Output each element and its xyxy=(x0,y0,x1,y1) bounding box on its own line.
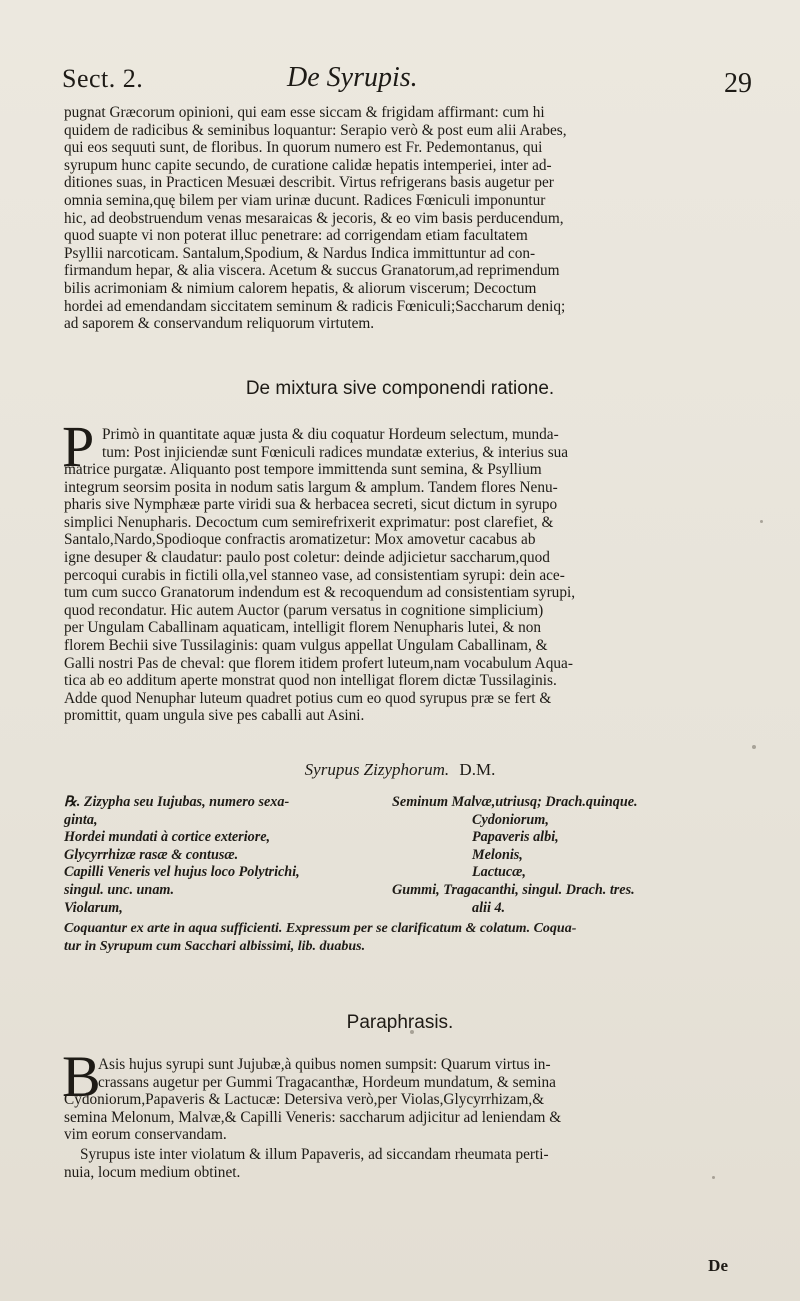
text-line: igne desuper & claudatur: paulo post coletur: deinde adjicietur saccharum,quod xyxy=(64,548,550,566)
text-line: semina Melonum, Malvæ,& Capilli Veneris: saccharum adjicitur ad leniendam & xyxy=(64,1108,562,1126)
catchword: De xyxy=(708,1256,728,1275)
text-line: Asis hujus syrupi sunt Jujubæ,à quibus nomen sumpsit: Quarum virtus in- xyxy=(98,1056,551,1073)
paragraph-3 xyxy=(64,1091,728,1144)
ingredient-line: Hordei mundati à cortice exteriore, xyxy=(64,829,271,846)
paragraph-2 xyxy=(64,461,728,725)
recipe-right-column xyxy=(392,794,732,917)
text-line: pharis sive Nymphææ parte viridi sua & herbacea secreti, sicut dictum in syrupo xyxy=(64,496,558,514)
recipe-title xyxy=(0,760,800,780)
text-line: Syrupus iste inter violatum & illum Papaveris, ad siccandam rheumata perti- xyxy=(80,1146,549,1163)
text-line: quod suapte vi non poterat illuc penetrare: ad corrigendam etiam facultatem xyxy=(64,227,528,245)
instruction-line: Coquantur ex arte in aqua sufficienti. Expressum per se clarificatum & colatum. Coqua- xyxy=(64,921,577,936)
drop-cap-p: P xyxy=(62,414,95,479)
ingredient-line: Cydoniorum, xyxy=(472,811,549,828)
ingredient-line: Papaveris albi, xyxy=(472,829,559,846)
paragraph-2-first-lines xyxy=(102,426,728,461)
text-line: integrum seorsim posita in nodum satis largum & amplum. Tandem flores Nenu- xyxy=(64,478,558,496)
text-line: percoqui curabis in fictili olla,vel stanneo vase, ad consistentiam syrupi: dein ace- xyxy=(64,566,565,584)
text-line: qui eos sequuti sunt, de floribus. In quorum numero est Fr. Pedemontanus, qui xyxy=(64,139,543,157)
text-line: Santalo,Nardo,Spodioque confractis aromatizetur: Mox amovetur cacabus ab xyxy=(64,531,536,549)
ingredient-line: Glycyrrhizæ rasæ & contusæ. xyxy=(64,846,239,863)
running-title: De Syrupis. xyxy=(287,62,418,93)
text-line: crassans augetur per Gummi Tragacanthæ, Hordeum mundatum, & semina xyxy=(98,1073,556,1091)
text-line: omnia semina,quę bilem per viam urinæ ducunt. Radices Fœniculi imponuntur xyxy=(64,191,546,209)
text-line: tum: Post injiciendæ sunt Fœniculi radices mundatæ exterius, & interius sua xyxy=(102,443,569,461)
ingredient-line: alii 4. xyxy=(472,899,506,916)
text-line: nuia, locum medium obtinet. xyxy=(64,1163,241,1181)
paragraph-4 xyxy=(64,1146,728,1181)
text-line: Galli nostri Pas de cheval: que florem itidem profert luteum,nam vocabulum Aqua- xyxy=(64,654,573,672)
text-line: quidem de radicibus & seminibus loquantur: Serapio verò & post eum alii Arabes, xyxy=(64,121,567,139)
text-line: hic, ad deobstruendum venas mesaraicas & jecoris, & eo vim basis perducendum, xyxy=(64,209,564,227)
text-line: vim eorum conservandam. xyxy=(64,1126,227,1144)
text-line: tum cum succo Granatorum indendum est & recoquendum ad consistentiam syrupi, xyxy=(64,584,576,602)
text-line: promittit, quam ungula sive pes caballi aut Asini. xyxy=(64,707,365,725)
ingredient-line: Lactucæ, xyxy=(472,864,526,881)
text-line: tica ab eo additum aperte monstrat quod non intelligat florem dictæ Tussilaginis. xyxy=(64,672,557,690)
ingredient-line: Violarum, xyxy=(64,899,123,916)
page-number: 29 xyxy=(724,68,752,99)
text-line: syrupum hunc capite secundo, de curatione calidæ hepatis intemperiei, inter ad- xyxy=(64,156,552,174)
text-line: firmandum hepar, & alia viscera. Acetum & succus Granatorum,ad reprimendum xyxy=(64,262,560,280)
section-number: Sect. 2. xyxy=(62,64,144,93)
recipe-title-italic: Syrupus Zizyphorum. xyxy=(304,760,450,779)
ingredient-line: singul. unc. unam. xyxy=(64,881,175,898)
text-line: pugnat Græcorum opinioni, qui eam esse siccam & frigidam affirmant: cum hi xyxy=(64,104,545,121)
section-heading: De mixtura sive componendi ratione. xyxy=(245,378,555,399)
text-line: matrice purgatæ. Aliquanto post tempore immittenda sunt semina, & Psyllium xyxy=(64,461,542,478)
text-line: simplici Nenupharis. Decoctum cum semirefrixerit exprimatur: post clarefiet, & xyxy=(64,513,554,531)
running-header xyxy=(62,60,762,110)
drop-cap-b: B xyxy=(62,1044,101,1109)
ingredient-line: ℞. Zizypha seu Iujubas, numero sexa- xyxy=(64,794,290,810)
ingredient-line: Melonis, xyxy=(472,846,523,863)
paraphrase-heading: Paraphrasis. xyxy=(346,1012,454,1033)
text-line: florem Bechii sive Tussilaginis: quam vulgus appellat Ungulam Caballinam, & xyxy=(64,636,548,654)
instruction-line: tur in Syrupum cum Sacchari albissimi, lib. duabus. xyxy=(64,938,366,954)
text-line: Adde quod Nenuphar luteum quadret potius cum eo quod syrupus præ se fert & xyxy=(64,689,552,707)
text-line: Psyllii narcoticam. Santalum,Spodium, & Nardus Indica immittuntur ad con- xyxy=(64,244,536,262)
recipe-title-suffix: D.M. xyxy=(459,760,496,779)
recipe-instructions xyxy=(64,920,728,955)
text-line: per Ungulam Caballinam aquaticam, intelligit florem Nenupharis lutei, & non xyxy=(64,619,542,637)
text-line: bilis acrimoniam & nimium calorem hepatis, & aliorum viscerum; Decoctum xyxy=(64,279,537,297)
ingredient-line: Gummi, Tragacanthi, singul. Drach. tres. xyxy=(392,881,635,898)
text-line: Cydoniorum,Papaveris & Lactucæ: Detersiva verò,per Violas,Glycyrrhizam,& xyxy=(64,1091,545,1108)
ingredient-line: Capilli Veneris vel hujus loco Polytrichi, xyxy=(64,864,300,881)
paragraph-1 xyxy=(64,104,728,333)
paper-speck xyxy=(410,1030,414,1034)
text-line: quod recondatur. Hic autem Auctor (parum versatus in cognitione simplicium) xyxy=(64,601,544,619)
ingredient-line: ginta, xyxy=(64,811,98,828)
text-line: Primò in quantitate aquæ justa & diu coquatur Hordeum selectum, munda- xyxy=(102,426,559,443)
paper-speck xyxy=(752,745,756,749)
recipe-left-column xyxy=(64,794,384,917)
paper-speck xyxy=(712,1176,715,1179)
paragraph-3-first-lines xyxy=(98,1056,728,1091)
text-line: hordei ad emendandam siccitatem seminum & radicis Fœniculi;Saccharum deniq; xyxy=(64,297,566,315)
text-line: ad saporem & conservandum reliquorum virtutem. xyxy=(64,315,375,333)
paper-speck xyxy=(760,520,763,523)
ingredient-line: Seminum Malvæ,utriusq; Drach.quinque. xyxy=(392,794,638,810)
text-line: ditiones suas, in Practicen Mesuæi describit. Virtus refrigerans basis augetur per xyxy=(64,174,554,192)
